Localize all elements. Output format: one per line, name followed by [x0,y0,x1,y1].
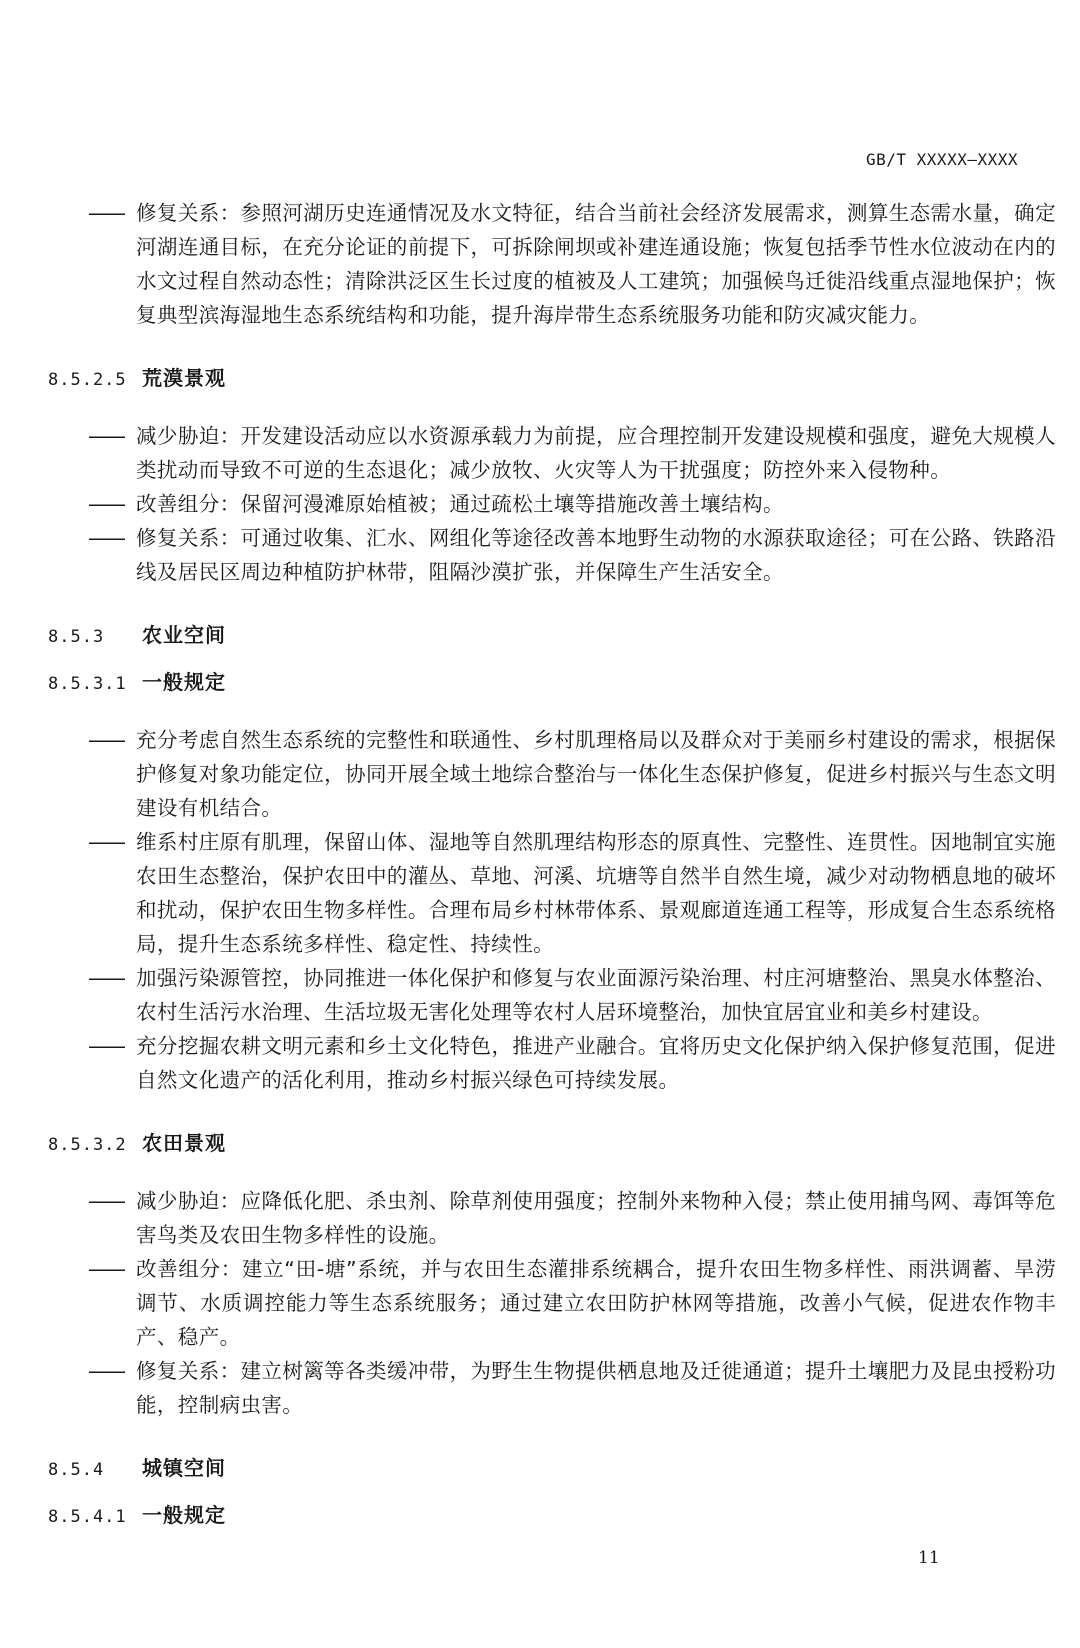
section-title: 农业空间 [142,623,226,647]
list-item-text: 维系村庄原有肌理，保留山体、湿地等自然肌理结构形态的原真性、完整性、连贯性。因地制宜实施农田生态整治，保护农田中的灌丛、草地、河溪、坑塘等自然半自然生境，减少对动物栖息地的破坏和扰动，保护农田生物多样性。合理布局乡村林带体系、景观廊道连通工程等，形成复合生态系统格局，提升生态系统多样性、稳定性、持续性。 [136,830,1056,956]
list-item [88,1029,1056,1097]
dash-marker: —— [88,1034,123,1058]
list-item [88,1184,1056,1252]
document-code: GB/T XXXXX—XXXX [866,150,1018,169]
dash-marker: —— [88,526,123,550]
list-item-text: 修复关系：可通过收集、汇水、网组化等途径改善本地野生动物的水源获取途径；可在公路、铁路沿线及居民区周边种植防护林带，阻隔沙漠扩张，并保障生产生活安全。 [136,526,1056,584]
list-item [88,196,1056,332]
section-number: 8.5.2.5 [48,370,127,390]
section-heading-8-5-3-2 [48,1126,1028,1162]
section-title: 一般规定 [142,1503,226,1527]
section-title: 城镇空间 [142,1456,226,1480]
dash-marker: —— [88,201,123,225]
list-item [88,521,1056,589]
section-number: 8.5.4 [48,1460,105,1480]
dash-marker: —— [88,424,123,448]
section-heading-8-5-3-1 [48,665,1028,701]
section-number: 8.5.3.2 [48,1135,127,1155]
dash-marker: —— [88,728,123,752]
dash-marker: —— [88,1257,123,1281]
list-item-text: 充分考虑自然生态系统的完整性和联通性、乡村肌理格局以及群众对于美丽乡村建设的需求，根据保护修复对象功能定位，协同开展全域土地综合整治与一体化生态保护修复，促进乡村振兴与生态文明建设有机结合。 [136,728,1056,820]
dash-marker: —— [88,966,123,990]
dash-marker: —— [88,1189,123,1213]
list-item-text: 减少胁迫：开发建设活动应以水资源承载力为前提，应合理控制开发建设规模和强度，避免大规模人类扰动而导致不可逆的生态退化；减少放牧、火灾等人为干扰强度；防控外来入侵物种。 [136,424,1056,482]
list-item [88,1354,1056,1422]
section-title: 农田景观 [142,1131,226,1155]
list-item-text: 改善组分：保留河漫滩原始植被；通过疏松土壤等措施改善土壤结构。 [136,492,784,516]
list-item [88,487,1056,521]
page-number: 11 [918,1548,940,1568]
list-item [88,825,1056,961]
list-item [88,1252,1056,1354]
list-item-text: 修复关系：参照河湖历史连通情况及水文特征，结合当前社会经济发展需求，测算生态需水量，确定河湖连通目标，在充分论证的前提下，可拆除闸坝或补建连通设施；恢复包括季节性水位波动在内的水文过程自然动态性；清除洪泛区生长过度的植被及人工建筑；加强候鸟迁徙沿线重点湿地保护；恢复典型滨海湿地生态系统结构和功能，提升海岸带生态系统服务功能和防灾减灾能力。 [136,201,1056,327]
section-number: 8.5.4.1 [48,1507,127,1527]
section-title: 一般规定 [142,670,226,694]
section-heading-8-5-4-1 [48,1498,1028,1534]
list-item [88,723,1056,825]
section-heading-8-5-4 [48,1451,1028,1487]
list-item [88,419,1056,487]
section-heading-8-5-2-5 [48,361,1028,397]
list-item [88,961,1056,1029]
list-item-text: 加强污染源管控，协同推进一体化保护和修复与农业面源污染治理、村庄河塘整治、黑臭水体整治、农村生活污水治理、生活垃圾无害化处理等农村人居环境整治，加快宜居宜业和美乡村建设。 [136,966,1056,1024]
dash-marker: —— [88,1359,123,1383]
section-title: 荒漠景观 [142,366,226,390]
section-heading-8-5-3 [48,618,1028,654]
list-item-text: 修复关系：建立树篱等各类缓冲带，为野生生物提供栖息地及迁徙通道；提升土壤肥力及昆虫授粉功能，控制病虫害。 [136,1359,1056,1417]
list-item-text: 减少胁迫：应降低化肥、杀虫剂、除草剂使用强度；控制外来物种入侵；禁止使用捕鸟网、毒饵等危害鸟类及农田生物多样性的设施。 [136,1189,1056,1247]
section-number: 8.5.3 [48,627,105,647]
list-item-text: 改善组分：建立“田-塘”系统，并与农田生态灌排系统耦合，提升农田生物多样性、雨洪调蓄、旱涝调节、水质调控能力等生态系统服务；通过建立农田防护林网等措施，改善小气候，促进农作物丰产、稳产。 [136,1257,1056,1349]
document-body [48,196,1056,1534]
section-number: 8.5.3.1 [48,674,127,694]
dash-marker: —— [88,492,123,516]
list-item-text: 充分挖掘农耕文明元素和乡土文化特色，推进产业融合。宜将历史文化保护纳入保护修复范围，促进自然文化遗产的活化利用，推动乡村振兴绿色可持续发展。 [136,1034,1056,1092]
dash-marker: —— [88,830,123,854]
